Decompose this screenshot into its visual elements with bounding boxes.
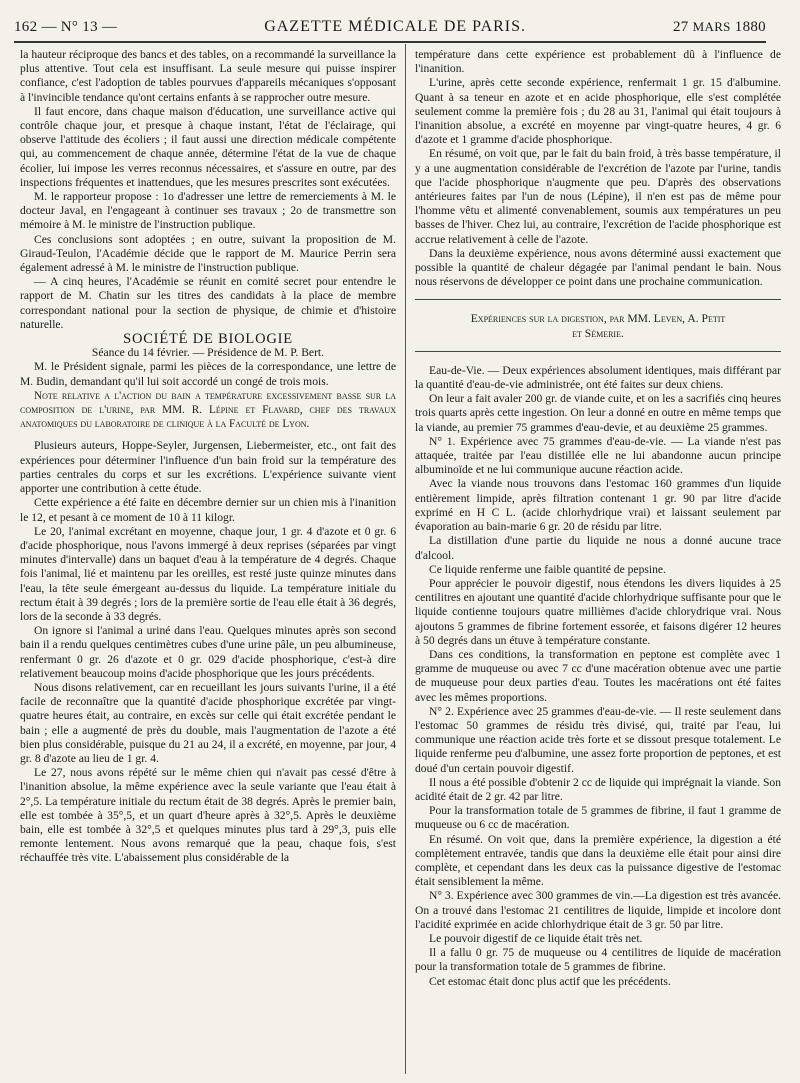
section-separator <box>415 351 781 352</box>
paragraph: Eau-de-Vie. — Deux expériences absolument identiques, mais différant par la quantité d'eau-de-vie administrée, ont été faites sur deux chiens. <box>415 363 781 392</box>
paragraph: Ces conclusions sont adoptées ; en outre, suivant la proposition de M. Giraud-Teulon, l'Académie décide que le rapport de M. Maurice Perrin sera également adressé à M. le ministre de l'instruction publique. <box>20 232 396 275</box>
paragraph: Le 27, nous avons répété sur le même chien qui n'avait pas cessé d'être à l'inanition absolue, la même expérience avec la seule variante que l'eau était à 2°,5. La température initiale du rectum était de 38 degrés. Après le premier bain, elle est tombée à 35°,5, et un quart d'heure après à 32°,5. Après le deuxième bain, elle est tombée à 32°,5 et quelques minutes plus tard à 29°,3, puis elle remonte lentement. Nous avons remarqué que la peau, chaque fois, s'est réchauffée très vite. L'abaissement plus considérable de la <box>20 766 396 865</box>
issue-date <box>673 19 766 36</box>
page-header <box>14 14 766 40</box>
journal-title: GAZETTE MÉDICALE DE PARIS. <box>264 18 527 35</box>
paragraph: Nous disons relativement, car en recueillant les jours suivants l'urine, il a été facile de reconnaître que la quantité d'acide phosphorique excrétée par vingt-quatre heures était, au contraire, en excès sur celle qui était excrétée pendant le bain ; elle a augmenté de près du double, mais l'augmentation de l'azote a été bien plus considérable, puisque du 21 au 24, il a excrété, en moyenne, par jour, 4 gr. 8 d'azote au lieu de 1 gr. 4. <box>20 680 396 765</box>
paragraph: Il nous a été possible d'obtenir 2 cc de liquide qui imprégnait la viande. Son acidité était de 2 gr. 42 par litre. <box>415 775 781 803</box>
column-divider <box>405 44 406 1074</box>
paragraph: Le 20, l'animal excrétant en moyenne, chaque jour, 1 gr. 4 d'azote et 0 gr. 6 d'acide phosphorique, nous l'avons immergé à deux reprises (séparées par vingt minutes d'intervalle) dans un baquet d'eau à la température de 4 degrés. Chaque fois l'animal, lié et maintenu par les oreilles, est resté juste quinze minutes dans l'eau, la tête seule émergeant au-dessus du liquide. La température initiale du rectum était à 39 degrés ; lors de la première sortie de l'eau elle était à 36 degrés, lors de la seconde à 33 degrés. <box>20 524 396 623</box>
paragraph: Pour apprécier le pouvoir digestif, nous étendons les divers liquides à 25 centilitres en ajoutant une quantité d'acide chlorhydrique suffisante pour que le liquide contienne toujours quatre millièmes d'acide chlorydrique vrai. Nous ajoutons 5 grammes de fibrine fortement essorée, et faisons digérer 12 heures à 50 degrés dans un étuve à température constante. <box>415 576 781 647</box>
paragraph: la hauteur réciproque des bancs et des tables, on a recommandé la surveillance la plus attentive. Tout cela est insuffisant. La seule mesure qui puisse inspirer confiance, c'est l'adoption de tables pourvues d'appareils mécaniques s'opposant à l'invincible tendance qu'ont certains enfants à se rapprocher outre mesure. <box>20 48 396 104</box>
paragraph: Le pouvoir digestif de ce liquide était très net. <box>429 931 643 945</box>
spacer <box>20 431 396 439</box>
date-month: MARS <box>692 18 731 34</box>
paragraph: température dans cette expérience est probablement dû à l'influence de l'inanition. <box>415 48 781 76</box>
section-separator <box>415 299 781 300</box>
paragraph: Plusieurs auteurs, Hoppe-Seyler, Jurgensen, Liebermeister, etc., ont fait des expériences pour déterminer l'influence d'un bain froid sur la température des parties centrales du corps et sur les excrétions. L'expérience suivante vient apporter une contribution à cette étude. <box>20 439 396 496</box>
paragraph: La distillation d'une partie du liquide ne nous a donné aucune trace d'alcool. <box>415 534 781 562</box>
date-year: 1880 <box>734 18 766 35</box>
article-title <box>415 312 781 340</box>
paragraph: En résumé. On voit que, dans la première expérience, la digestion a été complètement entravée, tandis que dans la deuxième elle était pour ainsi dire complète, et cependant dans les deux cas la puissance digestive de l'estomac était sensiblement la même. <box>415 832 781 889</box>
section-title: SOCIÉTÉ DE BIOLOGIE <box>123 331 293 348</box>
paragraph: N° 1. Expérience avec 75 grammes d'eau-de-vie. — La viande n'est pas attaquée, traitée par l'eau distillée elle ne lui abandonne aucun principe albuminoïde et ne lui communique aucune réaction acide. <box>415 434 781 477</box>
paragraph: M. le Président signale, parmi les pièces de la correspondance, une lettre de M. Budin, demandant qu'il lui soit accordé un congé de trois mois. <box>20 360 396 388</box>
paragraph: N° 2. Expérience avec 25 grammes d'eau-de-vie. — Il reste seulement dans l'estomac 50 grammes de résidu très divisé, qui, traité par l'eau, lui communique une réaction acide très forte et se dissout presque totalement. Le liquide renferme peu d'albumine, une assez forte proportion de peptones, et est doué d'un certain pouvoir digestif. <box>415 704 781 775</box>
left-column <box>20 48 396 1078</box>
paragraph: Pour la transformation totale de 5 grammes de fibrine, il faut 1 gramme de muqueuse ou 6 cc de macération. <box>415 804 781 832</box>
paragraph: Cet estomac était donc plus actif que les précédents. <box>429 974 671 988</box>
date-day: 27 <box>672 18 689 35</box>
paragraph: Avec la viande nous trouvons dans l'estomac 160 grammes d'un liquide entièrement limpide, après filtration contenant 1 gr. 90 par litre d'acide exprimé en H C L. (acide chlorhydrique vrai) et laissant seulement par évaporation au bain-marie 6 gr. 20 de résidu par litre. <box>415 477 781 534</box>
header-rule <box>14 41 766 43</box>
article-title-line1: Expériences sur la digestion, par MM. Leven, A. Petit <box>470 312 726 326</box>
paragraph: M. le rapporteur propose : 1o d'adresser une lettre de remerciements à M. le docteur Javal, en l'engageant à continuer ses travaux ; 2o de transmettre son mémoire à M. le ministre de l'instruction publique. <box>20 190 396 232</box>
paragraph: Ce liquide renferme une faible quantité de pepsine. <box>429 562 666 576</box>
paragraph: On leur a fait avaler 200 gr. de viande cuite, et on les a sacrifiés cinq heures trois quarts après cette ingestion. On leur a donné en outre en même temps que la viande, au premier 75 grammes d'eau-devie, et au deuxième 25 grammes. <box>415 392 781 434</box>
paragraph: Il a fallu 0 gr. 75 de muqueuse ou 4 centilitres de liquide de macération pour la transformation totale de 5 grammes de fibrine. <box>415 946 781 974</box>
paragraph: Dans ces conditions, la transformation en peptone est complète avec 1 gramme de muqueuse ou avec 7 cc d'une macération obtenue avec une partie de muqueuse pour deux parties d'eau. Toutes les macérations ont été faites avec les mêmes proportions. <box>415 647 781 704</box>
right-column <box>415 48 781 1078</box>
paragraph: Cette expérience a été faite en décembre dernier sur un chien mis à l'inanition le 12, et pesant à ce moment de 10 à 11 kilogr. <box>20 496 396 524</box>
page-number: 162 — N° 13 — <box>14 18 118 35</box>
paragraph: L'urine, après cette seconde expérience, renfermait 1 gr. 15 d'albumine. Quant à sa teneur en azote et en acide phosphorique, elle s'est complétée seulement comme la première fois ; du 28 au 31, l'animal qui était toujours à l'inanition absolue, a excrété en moyenne par vingt-quatre heures, 4 gr. 6 d'azote et 1 gramme d'acide phosphorique. <box>415 76 781 147</box>
paragraph: — A cinq heures, l'Académie se réunit en comité secret pour entendre le rapport de M. Chatin sur les titres des candidats à la place de membre correspondant national pour la section de physique, de chimie et d'histoire naturelle. <box>20 275 396 331</box>
note-title: Note relative a l'action du bain a température excessivement basse sur la composition de l'urine, par MM. R. Lépine et Flavard, chef des travaux anatomiques du laboratoire de clinique à la Faculté de Lyon. <box>20 389 396 431</box>
article-title-line2: et Sémerie. <box>572 326 624 340</box>
paragraph: Dans la deuxième expérience, nous avons déterminé aussi exactement que possible la quantité de chaleur dégagée par l'animal pendant le bain. Nous nous réservons de développer ce point dans une prochaine communication. <box>415 246 781 289</box>
paragraph: Il faut encore, dans chaque maison d'éducation, une surveillance active qui contrôle chaque jour, et presque à chaque instant, l'état de l'éclairage, qui observe l'attitude des écoliers ; il faut aussi une direction médicale compétente qui, au commencement de chaque année, détermine l'état de la vue de chaque écolier, lui impose les verres reconnus nécessaires, et s'assure en outre, par des inspections fréquentes et inattendues, que les mesures prescrites sont exécutées. <box>20 104 396 189</box>
paragraph: En résumé, on voit que, par le fait du bain froid, à très basse température, il y a une augmentation considérable de l'excrétion de l'azote par l'urine, tandis que l'acide phosphorique n'augmente que peu. D'après des observations antérieures faites par l'un de nous (Lépine), il n'en est pas de même pour l'homme vêtu et alimenté convenablement, soumis aux températures un peu basses de l'hiver. Chez lui, au contraire, l'excrétion de l'acide phosphorique est accrue relativement à celle de l'azote. <box>415 147 781 246</box>
session-line: Séance du 14 février. — Présidence de M. P. Bert. <box>91 346 325 360</box>
paragraph: On ignore si l'animal a uriné dans l'eau. Quelques minutes après son second bain il a rendu quelques centimètres cubes d'une urine pâle, un peu albumineuse, renfermant 0 gr. 26 d'azote et 0 gr. 029 d'acide phosphorique, c'est-à dire relativement beaucoup moins d'acide phosphorique que les jours précédents. <box>20 624 396 680</box>
paragraph: N° 3. Expérience avec 300 grammes de vin.—La digestion est très avancée. On a trouvé dans l'estomac 21 centilitres de liquide, limpide et incolore dont l'acidité exprimée en acide chlorhydrique était de 3 gr. 50 par litre. <box>415 889 781 931</box>
